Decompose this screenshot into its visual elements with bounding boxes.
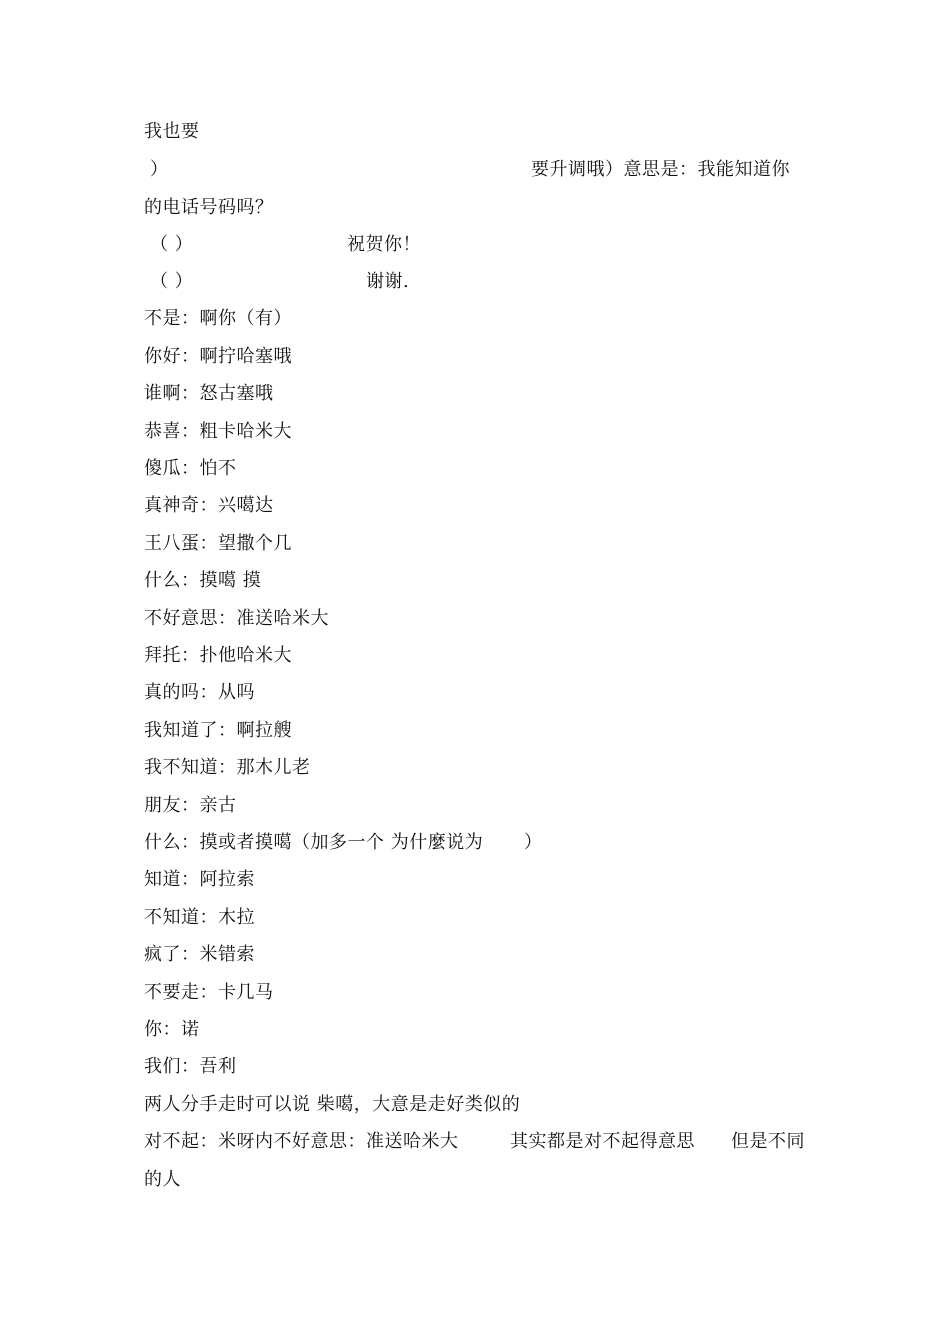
text-line: 谢谢. <box>366 271 410 292</box>
text-line: 恭喜：粗卡哈米大 <box>144 421 292 442</box>
text-line: 不是：啊你（有） <box>144 308 292 329</box>
text-line: 不好意思：准送哈米大 <box>144 608 329 629</box>
text-line: 但是不同 <box>731 1131 805 1152</box>
text-line: 我知道了：啊拉艘 <box>144 720 292 741</box>
text-line: 要升调哦）意思是：我能知道你 <box>531 159 790 180</box>
text-line: 对不起：米呀内不好意思：准送哈米大 <box>144 1131 459 1152</box>
text-line: 其实都是对不起得意思 <box>510 1131 695 1152</box>
text-line: 谁啊：怒古塞哦 <box>144 383 274 404</box>
text-line: 的电话号码吗？ <box>144 197 274 218</box>
text-line: 不知道：木拉 <box>144 907 255 928</box>
text-line: 的人 <box>144 1169 181 1190</box>
text-line: 什么：摸或者摸噶（加多一个 为什麼说为 <box>144 832 484 853</box>
text-line: 祝贺你！ <box>347 234 421 255</box>
text-line: 什么：摸噶 摸 <box>144 570 262 591</box>
text-line: 你：诺 <box>144 1019 200 1040</box>
text-line: 真神奇：兴噶达 <box>144 495 274 516</box>
text-line: 真的吗：从吗 <box>144 682 255 703</box>
text-line: 两人分手走时可以说 柴噶，大意是走好类似的 <box>144 1094 521 1115</box>
text-line: 我们：吾利 <box>144 1056 237 1077</box>
text-line: 不要走：卡几马 <box>144 982 274 1003</box>
text-line: 知道：阿拉索 <box>144 869 255 890</box>
text-line: 疯了：米错索 <box>144 944 255 965</box>
text-line: （ ） <box>150 234 194 255</box>
text-line: ） <box>150 159 169 180</box>
text-line: 傻瓜：怕不 <box>144 458 237 479</box>
text-line: 你好：啊拧哈塞哦 <box>144 346 292 367</box>
text-line: ） <box>524 832 543 853</box>
text-line: 拜托：扑他哈米大 <box>144 645 292 666</box>
text-line: 我也要 <box>144 121 200 142</box>
text-line: 王八蛋：望撒个几 <box>144 533 292 554</box>
text-line: 我不知道：那木儿老 <box>144 757 311 778</box>
text-line: 朋友：亲古 <box>144 795 237 816</box>
text-line: （ ） <box>150 271 194 292</box>
